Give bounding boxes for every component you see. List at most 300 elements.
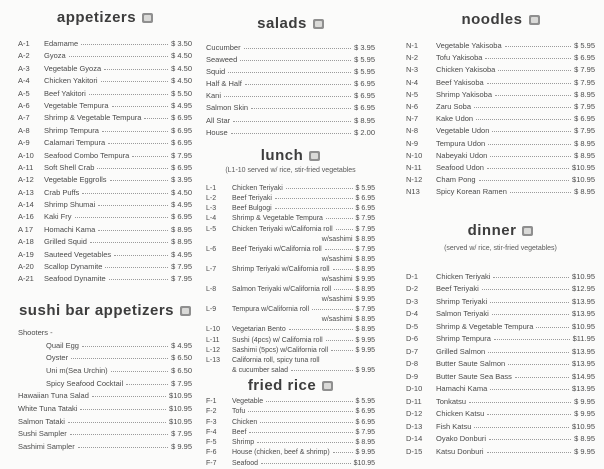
item-code: A-7 <box>18 113 30 123</box>
item-name: Vegetable <box>232 397 264 405</box>
dot-leader <box>109 279 168 280</box>
item-price: $ 6.95 <box>355 195 375 203</box>
item-name: Hamachi Kama <box>436 384 488 394</box>
dot-leader <box>75 217 169 218</box>
item-price: $ 5.95 <box>354 55 375 65</box>
menu-item-row <box>406 447 595 460</box>
menu-item-row <box>18 151 192 163</box>
dot-leader <box>101 81 169 82</box>
menu-item-row <box>18 391 192 404</box>
item-name: Salmon Tataki <box>18 416 65 426</box>
section-title-text: dinner <box>467 222 517 240</box>
sub-option-label: w/sashimi <box>321 316 353 324</box>
item-code: A-21 <box>18 274 34 284</box>
item-code: A-9 <box>18 138 30 148</box>
item-price: $13.95 <box>572 346 595 356</box>
item-code: D-2 <box>406 284 419 294</box>
item-name: Tonkatsu <box>436 396 467 406</box>
item-code: A 17 <box>18 224 34 234</box>
dot-leader <box>312 309 353 310</box>
item-code: D-5 <box>406 321 419 331</box>
item-code: N-2 <box>406 53 419 63</box>
item-price: $ 7.95 <box>574 65 595 75</box>
item-code: L-8 <box>206 286 217 294</box>
item-price: $10.95 <box>572 175 595 185</box>
item-name: Shrimp <box>232 439 255 447</box>
menu-item-row <box>406 422 595 435</box>
item-name: Shrimp & Vegetable Tempura <box>232 215 323 223</box>
item-name: Tofu Yakisoba <box>436 53 483 63</box>
item-code: D-14 <box>406 434 423 444</box>
menu-item-row <box>406 41 595 53</box>
dot-leader <box>326 340 353 341</box>
menu-item-row <box>18 237 192 249</box>
menu-item-row <box>18 175 192 187</box>
item-code: N-6 <box>406 101 419 111</box>
item-name: Beef Teriyaki w/California roll <box>232 245 322 253</box>
item-code: A-16 <box>18 212 34 222</box>
item-name: Vegetable Eggrolls <box>44 175 107 185</box>
item-price: $ 9.95 <box>171 442 192 451</box>
dot-leader <box>498 70 571 71</box>
section-appetizers <box>18 10 192 287</box>
menu-item-row <box>18 39 192 51</box>
menu-item-row <box>406 126 595 138</box>
menu-column-middle <box>200 0 400 466</box>
section-title-text: noodles <box>461 11 523 28</box>
item-code: A-6 <box>18 100 30 110</box>
dot-leader <box>89 94 168 95</box>
item-name: Salmon Teriyaki <box>436 309 489 319</box>
item-code: A-10 <box>18 150 34 160</box>
item-code: N-1 <box>406 41 419 50</box>
menu-item-row <box>206 448 375 458</box>
item-code: N-11 <box>406 162 422 172</box>
item-price: $ 6.50 <box>171 365 192 375</box>
dot-leader <box>275 208 353 209</box>
menu-item-row <box>18 188 192 200</box>
menu-column-left <box>0 0 200 466</box>
dot-leader <box>233 121 351 122</box>
dot-leader <box>82 193 168 194</box>
menu-item-row <box>18 429 192 442</box>
dot-leader <box>132 156 168 157</box>
item-price: $ 9.95 <box>355 366 375 374</box>
menu-item-row <box>18 250 192 262</box>
item-code: L-4 <box>206 215 217 223</box>
salads-item-list <box>206 43 375 140</box>
menu-item-row <box>18 212 192 224</box>
item-code: L-13 <box>206 356 221 364</box>
item-price: $ 6.95 <box>574 114 595 124</box>
section-title-fried-rice <box>206 378 375 393</box>
item-name: Cucumber <box>206 43 241 52</box>
menu-item-row <box>206 325 375 335</box>
section-title-dinner <box>406 223 595 238</box>
dot-leader <box>289 329 353 330</box>
item-name: Zaru Soba <box>436 101 472 111</box>
dot-leader <box>536 327 569 328</box>
item-name: House (chicken, beef & shrimp) <box>232 449 330 457</box>
item-name: Shrimp & Vegetable Tempura <box>44 113 142 123</box>
fried-rice-item-list <box>206 397 375 469</box>
item-name: Spicy Seafood Cocktail <box>46 378 124 388</box>
item-name: All Star <box>206 115 231 125</box>
menu-item-row <box>206 438 375 448</box>
item-name: Salmon Skin <box>206 103 249 113</box>
menu-item-row <box>406 409 595 422</box>
dot-leader <box>286 188 353 189</box>
group-label-row <box>18 328 192 341</box>
item-price: $ 8.95 <box>354 115 375 125</box>
item-code: D-10 <box>406 384 423 394</box>
sub-option-price: $ 8.95 <box>355 316 375 324</box>
item-name: Shrimp Tempura <box>436 334 491 344</box>
dot-leader <box>108 143 168 144</box>
dot-leader <box>266 401 352 402</box>
item-price: $ 4.50 <box>171 51 192 61</box>
item-price: $ 2.00 <box>354 127 375 137</box>
dot-leader <box>248 411 352 412</box>
dot-leader <box>474 107 571 108</box>
item-name: House <box>206 127 228 137</box>
menu-item-row <box>206 356 375 366</box>
item-name: Crab Puffs <box>44 187 80 197</box>
menu-item-row <box>206 184 375 194</box>
item-name: Chicken Teriyaki w/California roll <box>232 225 333 233</box>
item-name: Tempura w/California roll <box>232 306 310 314</box>
dot-leader <box>510 192 571 193</box>
item-code: A-19 <box>18 249 34 259</box>
item-price: $ 6.95 <box>355 408 375 416</box>
item-price: $10.95 <box>169 403 192 413</box>
item-name: White Tuna Tataki <box>18 403 78 413</box>
menu-item-row <box>406 114 595 126</box>
item-code: D-1 <box>406 271 419 281</box>
sub-option-label: w/sashimi <box>321 255 353 263</box>
dot-leader <box>494 339 570 340</box>
item-name: Beef Yakisoba <box>436 77 484 87</box>
sub-option-label: w/sashimi <box>321 296 353 304</box>
dot-leader <box>487 83 571 84</box>
menu-item-row <box>18 404 192 417</box>
dot-leader <box>474 427 569 428</box>
item-code: F-2 <box>206 408 217 416</box>
dot-leader <box>275 198 353 199</box>
dot-leader <box>492 314 569 315</box>
photo-icon <box>529 15 540 25</box>
item-code: F-4 <box>206 428 217 436</box>
section-title-text: appetizers <box>56 9 137 26</box>
item-code: A-1 <box>18 39 30 48</box>
dot-leader <box>111 371 168 372</box>
dot-leader <box>479 180 569 181</box>
dot-leader <box>487 414 571 415</box>
item-price: $ 7.95 <box>355 245 375 253</box>
item-name: Shrimp & Vegetable Tempura <box>436 321 534 331</box>
menu-item-continuation-row <box>206 366 375 376</box>
item-code: A-12 <box>18 175 34 185</box>
menu-item-row <box>18 353 192 366</box>
dot-leader <box>105 267 168 268</box>
dot-leader <box>70 434 168 435</box>
item-code: L-10 <box>206 326 221 334</box>
item-price: $ 8.95 <box>574 89 595 99</box>
item-price: $13.95 <box>572 359 595 369</box>
item-price: $ 9.95 <box>574 446 595 456</box>
dot-leader <box>71 358 168 359</box>
menu-item-row <box>18 366 192 379</box>
item-name: Butter Saute Sea Bass <box>436 371 512 381</box>
menu-item-row <box>18 417 192 430</box>
sub-option-label: w/sashimi <box>321 235 353 243</box>
item-price: $ 7.95 <box>574 101 595 111</box>
item-code: A-5 <box>18 88 30 98</box>
dot-leader <box>492 131 571 132</box>
item-code: D-12 <box>406 409 423 419</box>
item-code: N-8 <box>406 126 419 136</box>
item-code: D-4 <box>406 309 419 319</box>
menu-item-row <box>206 418 375 428</box>
item-name: Butter Saute Salmon <box>436 359 506 369</box>
menu-item-row <box>206 194 375 204</box>
item-name: Beef Teriyaki <box>232 195 272 203</box>
item-code: N-9 <box>406 138 419 148</box>
item-price: $ 8.95 <box>171 237 192 247</box>
item-code: L-11 <box>206 336 220 344</box>
item-name: Shrimp Teriyaki <box>436 296 488 306</box>
item-price: $ 8.95 <box>355 265 375 273</box>
section-fried-rice <box>206 378 375 469</box>
sashimi-option-row <box>206 315 375 325</box>
dot-leader <box>482 289 569 290</box>
menu-item-row <box>406 175 595 187</box>
dot-leader <box>240 60 351 61</box>
menu-item-row <box>406 297 595 310</box>
menu-item-row <box>406 347 595 360</box>
menu-item-row <box>18 51 192 63</box>
item-price: $ 4.95 <box>171 340 192 350</box>
dot-leader <box>245 84 351 85</box>
item-name: Seafood <box>232 459 259 467</box>
dot-leader <box>90 242 168 243</box>
item-name: Grilled Squid <box>44 237 87 247</box>
menu-item-row <box>206 285 375 295</box>
sashimi-option-row <box>206 235 375 245</box>
menu-item-row <box>206 91 375 103</box>
menu-item-row <box>206 67 375 79</box>
item-price: $ 7.95 <box>171 262 192 272</box>
item-price: $ 6.95 <box>171 212 192 222</box>
menu-item-row <box>406 372 595 385</box>
item-price: $ 5.95 <box>355 185 375 193</box>
item-price: $ 6.95 <box>171 138 192 148</box>
item-code: L-5 <box>206 225 217 233</box>
item-name: Shrimp Shumai <box>44 200 96 210</box>
dot-leader <box>489 439 571 440</box>
item-name: Salmon Teriyaki w/California roll <box>232 286 332 294</box>
item-price: $ 5.95 <box>355 397 375 405</box>
menu-item-row <box>18 89 192 101</box>
dot-leader <box>244 48 352 49</box>
item-name: & cucumber salad <box>232 366 289 374</box>
item-code: L-1 <box>206 185 217 193</box>
item-name: Uni m(Sea Urchin) <box>46 365 108 375</box>
menu-item-row <box>18 442 192 455</box>
item-code: F-1 <box>206 397 217 405</box>
item-code: D-3 <box>406 296 419 306</box>
lunch-item-list <box>206 184 375 376</box>
menu-item-row <box>206 305 375 315</box>
item-name: Beef Yakitori <box>44 88 86 98</box>
photo-icon <box>522 226 533 236</box>
dot-leader <box>80 409 166 410</box>
item-name: Sashimi Sampler <box>18 442 75 451</box>
item-name: Vegetable Udon <box>436 126 490 136</box>
item-price: $ 8.95 <box>171 224 192 234</box>
sushi-bar-item-list <box>18 328 192 455</box>
item-price: $ 4.95 <box>171 249 192 259</box>
item-price: $ 7.95 <box>355 428 375 436</box>
item-code: L-6 <box>206 245 217 253</box>
menu-item-row <box>406 53 595 65</box>
item-price: $ 3.95 <box>354 43 375 52</box>
menu-item-row <box>18 126 192 138</box>
menu-item-row <box>406 78 595 90</box>
item-code: D-7 <box>406 346 419 356</box>
item-price: $ 7.95 <box>355 215 375 223</box>
item-price: $ 4.50 <box>171 63 192 73</box>
item-price: $12.95 <box>572 284 595 294</box>
item-price: $10.95 <box>572 271 595 281</box>
dot-leader <box>81 44 168 45</box>
menu-item-row <box>406 309 595 322</box>
item-price: $ 4.95 <box>171 100 192 110</box>
dot-leader <box>325 249 353 250</box>
section-title-text: salads <box>257 15 307 32</box>
item-price: $ 7.95 <box>171 429 192 439</box>
photo-icon <box>309 151 320 161</box>
item-name: Kake Udon <box>436 114 474 124</box>
dot-leader <box>68 422 166 423</box>
item-name: Seafood Udon <box>436 162 484 172</box>
dot-leader <box>505 46 572 47</box>
menu-item-row <box>406 139 595 151</box>
item-code: N-4 <box>406 77 419 87</box>
item-name: Soft Shell Crab <box>44 162 95 172</box>
photo-icon <box>180 306 191 316</box>
dot-leader <box>469 402 571 403</box>
dot-leader <box>228 72 351 73</box>
item-name: Oyako Donburi <box>436 434 487 444</box>
item-name: Shrimp Teriyaki w/California roll <box>232 265 330 273</box>
dot-leader <box>326 218 353 219</box>
item-price: $10.95 <box>572 162 595 172</box>
menu-item-row <box>18 163 192 175</box>
item-name: California roll, spicy tuna roll <box>232 356 320 364</box>
menu-item-row <box>206 336 375 346</box>
menu-item-row <box>206 103 375 115</box>
item-price: $ 5.50 <box>171 88 192 98</box>
item-price: $ 7.95 <box>574 126 595 136</box>
sub-option-price: $ 9.95 <box>355 296 375 304</box>
dot-leader <box>249 432 352 433</box>
item-price: $ 9.95 <box>355 336 375 344</box>
section-lunch <box>206 148 375 376</box>
item-name: Cham Pong <box>436 175 476 185</box>
section-sushi-bar-appetizers <box>18 303 192 455</box>
item-price: $ 4.50 <box>171 76 192 86</box>
item-price: $13.95 <box>572 384 595 394</box>
dot-leader <box>78 447 168 448</box>
dot-leader <box>488 352 569 353</box>
item-code: N-12 <box>406 175 423 185</box>
menu-item-row <box>18 225 192 237</box>
dot-leader <box>224 96 351 97</box>
item-name: Shrimp Tempura <box>44 125 99 135</box>
dot-leader <box>82 346 168 347</box>
item-name: Chicken Yakisoba <box>436 65 496 75</box>
item-code: A-2 <box>18 51 30 61</box>
item-code: D-15 <box>406 446 423 456</box>
item-price: $ 8.95 <box>355 439 375 447</box>
item-code: D-8 <box>406 359 419 369</box>
dot-leader <box>333 452 353 453</box>
dot-leader <box>92 396 166 397</box>
dinner-subtitle: (served w/ rice, stir-fried vegetables) <box>444 245 557 253</box>
item-name: Vegetarian Bento <box>232 326 286 334</box>
item-price: $ 5.95 <box>354 67 375 77</box>
section-title-text: sushi bar appetizers <box>18 301 175 319</box>
menu-item-row <box>18 200 192 212</box>
item-price: $ 8.95 <box>355 326 375 334</box>
menu-item-row <box>18 341 192 354</box>
dot-leader <box>490 302 569 303</box>
menu-item-row <box>206 128 375 140</box>
dot-leader <box>261 463 350 464</box>
menu-item-row <box>406 284 595 297</box>
item-price: $10.95 <box>353 459 375 467</box>
section-title-text: lunch <box>260 146 304 164</box>
item-name: Chicken Katsu <box>436 409 485 419</box>
menu-column-right <box>400 0 604 466</box>
dot-leader <box>98 230 168 231</box>
item-name: Calamari Tempura <box>44 138 106 148</box>
item-name: Seafood Combo Tempura <box>44 150 130 160</box>
item-code: F-5 <box>206 439 217 447</box>
menu-item-row <box>406 65 595 77</box>
lunch-subtitle: (L1-10 served w/ rice, stir-fried vegetables <box>225 166 356 174</box>
sub-option-label: w/sashimi <box>321 275 353 283</box>
item-code: A-3 <box>18 63 30 73</box>
dot-leader <box>334 289 352 290</box>
sashimi-option-row <box>206 295 375 305</box>
item-price: $ 8.95 <box>574 138 595 148</box>
item-price: $10.95 <box>169 416 192 426</box>
item-price: $ 7.95 <box>171 150 192 160</box>
menu-item-row <box>206 79 375 91</box>
dot-leader <box>110 180 169 181</box>
item-code: A-8 <box>18 125 30 135</box>
menu-item-row <box>406 434 595 447</box>
dot-leader <box>336 229 353 230</box>
item-name: Half & Half <box>206 79 242 89</box>
item-price: $ 3.50 <box>171 39 192 48</box>
dot-leader <box>490 389 569 390</box>
item-name: Katsu Donburi <box>436 446 484 456</box>
item-code: N-3 <box>406 65 419 75</box>
item-name: Kani <box>206 91 222 101</box>
